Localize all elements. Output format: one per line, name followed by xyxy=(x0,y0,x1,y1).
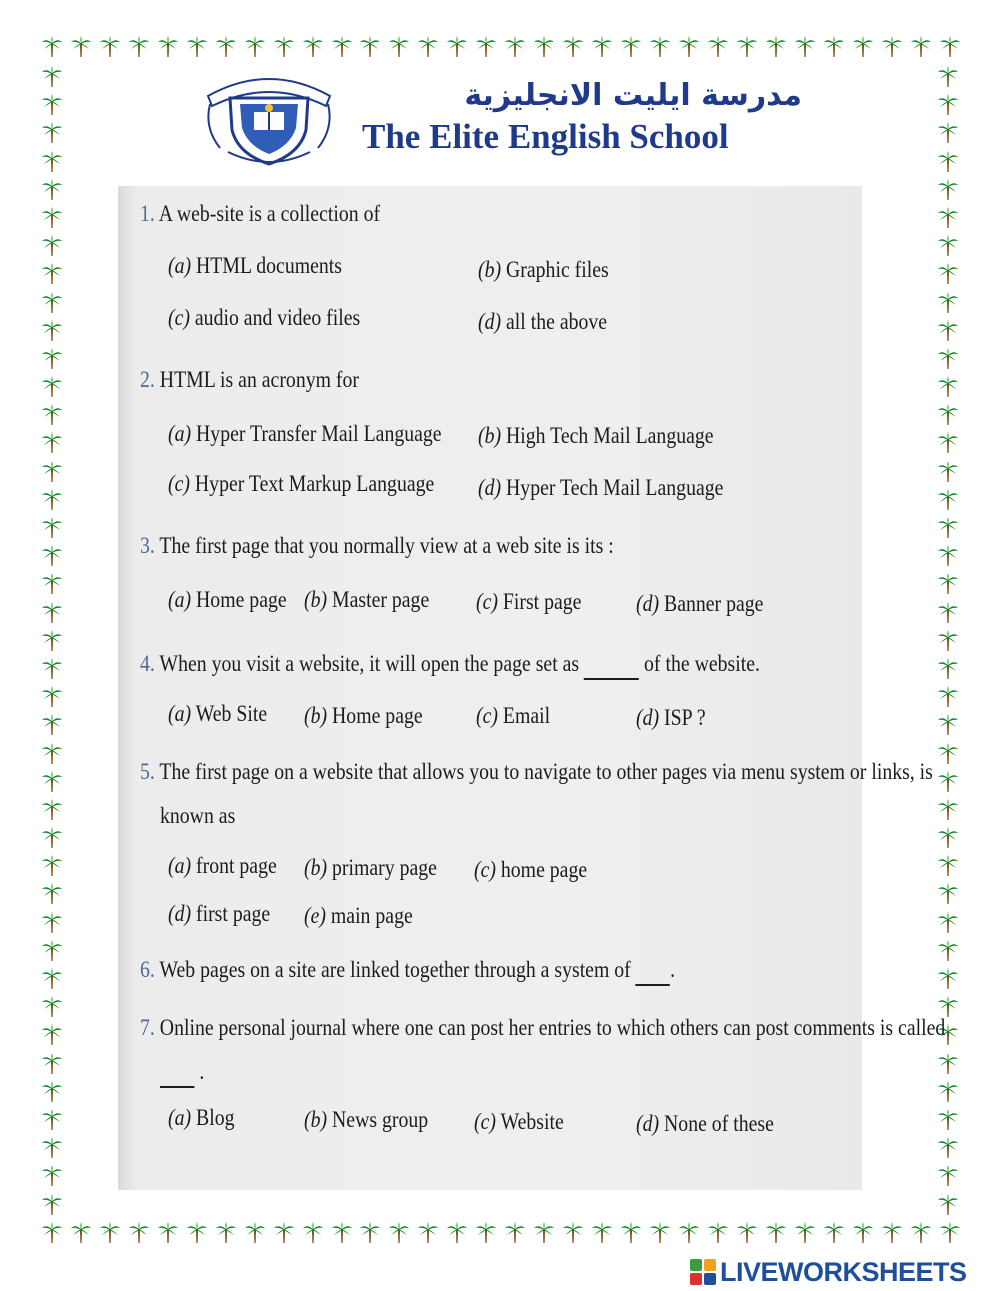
palm-tree-icon xyxy=(938,743,958,765)
palm-tree-icon xyxy=(938,489,958,511)
palm-tree-icon xyxy=(938,376,958,398)
palm-tree-icon xyxy=(938,151,958,173)
palm-tree-icon xyxy=(938,658,958,680)
palm-tree-icon xyxy=(938,235,958,257)
palm-tree-icon xyxy=(42,1137,62,1159)
question-1: 1. A web-site is a collection of xyxy=(140,201,381,226)
palm-tree-icon xyxy=(42,1165,62,1187)
palm-tree-icon xyxy=(100,36,120,58)
palm-tree-icon xyxy=(737,1222,757,1244)
palm-tree-icon xyxy=(42,912,62,934)
palm-tree-icon xyxy=(42,996,62,1018)
palm-tree-icon xyxy=(42,855,62,877)
palm-tree-icon xyxy=(938,1081,958,1103)
option-5d[interactable]: (d) first page xyxy=(168,901,271,926)
palm-tree-icon xyxy=(911,36,931,58)
palm-tree-icon xyxy=(216,36,236,58)
palm-tree-icon xyxy=(938,1194,958,1216)
palm-tree-icon xyxy=(708,1222,728,1244)
option-7b[interactable]: (b) News group xyxy=(304,1107,429,1132)
option-2a[interactable]: (a) Hyper Transfer Mail Language xyxy=(168,421,442,446)
palm-tree-icon xyxy=(938,517,958,539)
palm-tree-icon xyxy=(911,1222,931,1244)
palm-tree-icon xyxy=(303,1222,323,1244)
palm-tree-icon xyxy=(938,602,958,624)
palm-tree-icon xyxy=(938,799,958,821)
palm-tree-icon xyxy=(938,66,958,88)
palm-tree-icon xyxy=(274,1222,294,1244)
option-2c[interactable]: (c) Hyper Text Markup Language xyxy=(168,471,435,496)
palm-tree-icon xyxy=(42,489,62,511)
palm-tree-icon xyxy=(938,573,958,595)
palm-tree-icon xyxy=(42,179,62,201)
palm-tree-icon xyxy=(938,320,958,342)
palm-tree-icon xyxy=(563,36,583,58)
palm-tree-icon xyxy=(447,36,467,58)
palm-tree-icon xyxy=(938,827,958,849)
palm-tree-icon xyxy=(42,1109,62,1131)
palm-tree-icon xyxy=(42,292,62,314)
option-7c[interactable]: (c) Website xyxy=(474,1109,564,1134)
palm-tree-icon xyxy=(938,1137,958,1159)
palm-tree-icon xyxy=(938,122,958,144)
palm-tree-icon xyxy=(476,36,496,58)
palm-tree-icon xyxy=(42,827,62,849)
palm-tree-icon xyxy=(42,771,62,793)
palm-tree-icon xyxy=(592,36,612,58)
option-1d[interactable]: (d) all the above xyxy=(478,309,608,334)
palm-tree-icon xyxy=(332,1222,352,1244)
option-1b[interactable]: (b) Graphic files xyxy=(478,257,609,282)
palm-tree-icon xyxy=(42,263,62,285)
palm-tree-icon xyxy=(766,36,786,58)
palm-tree-icon xyxy=(42,151,62,173)
palm-tree-icon xyxy=(447,1222,467,1244)
school-name-arabic: مدرسة ايليت الانجليزية xyxy=(464,78,802,113)
palm-tree-icon xyxy=(42,1024,62,1046)
palm-tree-icon xyxy=(158,1222,178,1244)
palm-tree-icon xyxy=(42,714,62,736)
palm-tree-icon xyxy=(42,1194,62,1216)
palm-tree-icon xyxy=(766,1222,786,1244)
palm-border-right xyxy=(938,66,960,1216)
palm-tree-icon xyxy=(938,263,958,285)
question-5: 5. The first page on a website that allows you to navigate to other pages via menu system or links, is xyxy=(140,759,933,784)
palm-tree-icon xyxy=(303,36,323,58)
palm-tree-icon xyxy=(42,686,62,708)
palm-tree-icon xyxy=(882,1222,902,1244)
palm-tree-icon xyxy=(389,36,409,58)
option-5b[interactable]: (b) primary page xyxy=(304,855,437,880)
option-5a[interactable]: (a) front page xyxy=(168,853,277,878)
palm-tree-icon xyxy=(938,686,958,708)
palm-tree-icon xyxy=(42,122,62,144)
palm-tree-icon xyxy=(505,1222,525,1244)
palm-tree-icon xyxy=(505,36,525,58)
answer-blank-4[interactable] xyxy=(584,650,639,680)
palm-tree-icon xyxy=(71,1222,91,1244)
palm-tree-icon xyxy=(42,602,62,624)
palm-tree-icon xyxy=(938,968,958,990)
palm-tree-icon xyxy=(245,1222,265,1244)
palm-tree-icon xyxy=(938,883,958,905)
palm-tree-icon xyxy=(563,1222,583,1244)
option-3a[interactable]: (a) Home page xyxy=(168,587,287,612)
palm-tree-icon xyxy=(332,36,352,58)
palm-border-left xyxy=(42,66,64,1216)
palm-tree-icon xyxy=(418,36,438,58)
palm-tree-icon xyxy=(129,1222,149,1244)
palm-tree-icon xyxy=(938,404,958,426)
palm-tree-icon xyxy=(940,36,960,58)
question-2: 2. HTML is an acronym for xyxy=(140,367,359,392)
option-2b[interactable]: (b) High Tech Mail Language xyxy=(478,423,714,448)
question-7: 7. Online personal journal where one can post her entries to which others can post comments is called xyxy=(140,1015,946,1040)
palm-tree-icon xyxy=(42,376,62,398)
liveworksheets-logo[interactable] xyxy=(690,1257,967,1287)
palm-tree-icon xyxy=(938,771,958,793)
palm-tree-icon xyxy=(42,404,62,426)
palm-tree-icon xyxy=(592,1222,612,1244)
school-crest-logo xyxy=(200,68,338,168)
palm-tree-icon xyxy=(476,1222,496,1244)
palm-tree-icon xyxy=(158,36,178,58)
palm-border-bottom xyxy=(42,1222,960,1246)
palm-tree-icon xyxy=(824,36,844,58)
option-7d[interactable]: (d) None of these xyxy=(636,1111,774,1136)
palm-tree-icon xyxy=(360,36,380,58)
palm-tree-icon xyxy=(824,1222,844,1244)
palm-tree-icon xyxy=(42,545,62,567)
question-3: 3. The first page that you normally view at a web site is its : xyxy=(140,533,614,558)
palm-tree-icon xyxy=(938,348,958,370)
palm-tree-icon xyxy=(187,1222,207,1244)
palm-tree-icon xyxy=(216,1222,236,1244)
option-4d[interactable]: (d) ISP ? xyxy=(636,705,706,730)
palm-tree-icon xyxy=(938,1109,958,1131)
palm-tree-icon xyxy=(42,743,62,765)
palm-tree-icon xyxy=(708,36,728,58)
palm-tree-icon xyxy=(853,1222,873,1244)
palm-border-top xyxy=(42,36,960,60)
palm-tree-icon xyxy=(42,461,62,483)
worksheet-scan xyxy=(118,186,946,1190)
palm-tree-icon xyxy=(42,1222,62,1244)
liveworksheets-mark-icon xyxy=(690,1259,716,1285)
palm-tree-icon xyxy=(853,36,873,58)
palm-tree-icon xyxy=(71,36,91,58)
palm-tree-icon xyxy=(650,36,670,58)
palm-tree-icon xyxy=(938,292,958,314)
liveworksheets-brand-text: LIVEWORKSHEETS xyxy=(720,1257,967,1287)
palm-tree-icon xyxy=(42,1081,62,1103)
palm-tree-icon xyxy=(621,36,641,58)
option-4b[interactable]: (b) Home page xyxy=(304,703,423,728)
option-5c[interactable]: (c) home page xyxy=(474,857,588,882)
palm-tree-icon xyxy=(940,1222,960,1244)
palm-tree-icon xyxy=(679,36,699,58)
palm-tree-icon xyxy=(737,36,757,58)
palm-tree-icon xyxy=(42,66,62,88)
palm-tree-icon xyxy=(42,36,62,58)
palm-tree-icon xyxy=(129,36,149,58)
answer-blank-7[interactable] xyxy=(160,1058,194,1088)
question-7-line-2: . xyxy=(160,1058,204,1088)
palm-tree-icon xyxy=(882,36,902,58)
palm-tree-icon xyxy=(534,1222,554,1244)
palm-tree-icon xyxy=(938,94,958,116)
palm-tree-icon xyxy=(795,1222,815,1244)
palm-tree-icon xyxy=(938,855,958,877)
palm-tree-icon xyxy=(42,320,62,342)
option-3c[interactable]: (c) First page xyxy=(476,589,582,614)
option-3d[interactable]: (d) Banner page xyxy=(636,591,764,616)
palm-tree-icon xyxy=(42,432,62,454)
palm-tree-icon xyxy=(938,545,958,567)
palm-tree-icon xyxy=(100,1222,120,1244)
question-5-line-2: known as xyxy=(160,803,236,828)
palm-tree-icon xyxy=(795,36,815,58)
palm-tree-icon xyxy=(274,36,294,58)
palm-tree-icon xyxy=(42,940,62,962)
option-3b[interactable]: (b) Master page xyxy=(304,587,430,612)
palm-tree-icon xyxy=(42,348,62,370)
palm-tree-icon xyxy=(938,207,958,229)
palm-tree-icon xyxy=(650,1222,670,1244)
palm-tree-icon xyxy=(534,36,554,58)
palm-tree-icon xyxy=(938,912,958,934)
palm-tree-icon xyxy=(938,432,958,454)
palm-tree-icon xyxy=(42,94,62,116)
palm-tree-icon xyxy=(42,630,62,652)
option-1c[interactable]: (c) audio and video files xyxy=(168,305,361,330)
palm-tree-icon xyxy=(679,1222,699,1244)
palm-tree-icon xyxy=(42,799,62,821)
palm-tree-icon xyxy=(42,968,62,990)
option-7a[interactable]: (a) Blog xyxy=(168,1105,235,1130)
question-4: 4. When you visit a website, it will open the page set as of the website. xyxy=(140,650,760,680)
palm-tree-icon xyxy=(42,235,62,257)
option-4c[interactable]: (c) Email xyxy=(476,703,551,728)
palm-tree-icon xyxy=(42,573,62,595)
palm-tree-icon xyxy=(938,461,958,483)
palm-tree-icon xyxy=(187,36,207,58)
palm-tree-icon xyxy=(938,1053,958,1075)
palm-tree-icon xyxy=(938,714,958,736)
palm-tree-icon xyxy=(621,1222,641,1244)
palm-tree-icon xyxy=(938,940,958,962)
palm-tree-icon xyxy=(418,1222,438,1244)
palm-tree-icon xyxy=(938,179,958,201)
option-2d[interactable]: (d) Hyper Tech Mail Language xyxy=(478,475,724,500)
palm-tree-icon xyxy=(42,1053,62,1075)
option-5e[interactable]: (e) main page xyxy=(304,903,413,928)
answer-blank-6[interactable] xyxy=(636,956,670,986)
palm-tree-icon xyxy=(245,36,265,58)
option-4a[interactable]: (a) Web Site xyxy=(168,701,268,726)
palm-tree-icon xyxy=(389,1222,409,1244)
palm-tree-icon xyxy=(938,630,958,652)
palm-tree-icon xyxy=(938,1165,958,1187)
school-name-english: The Elite English School xyxy=(362,117,729,156)
palm-tree-icon xyxy=(42,517,62,539)
palm-tree-icon xyxy=(360,1222,380,1244)
question-6: 6. Web pages on a site are linked together through a system of . xyxy=(140,956,675,986)
palm-tree-icon xyxy=(42,207,62,229)
palm-tree-icon xyxy=(42,658,62,680)
option-1a[interactable]: (a) HTML documents xyxy=(168,253,342,278)
palm-tree-icon xyxy=(42,883,62,905)
